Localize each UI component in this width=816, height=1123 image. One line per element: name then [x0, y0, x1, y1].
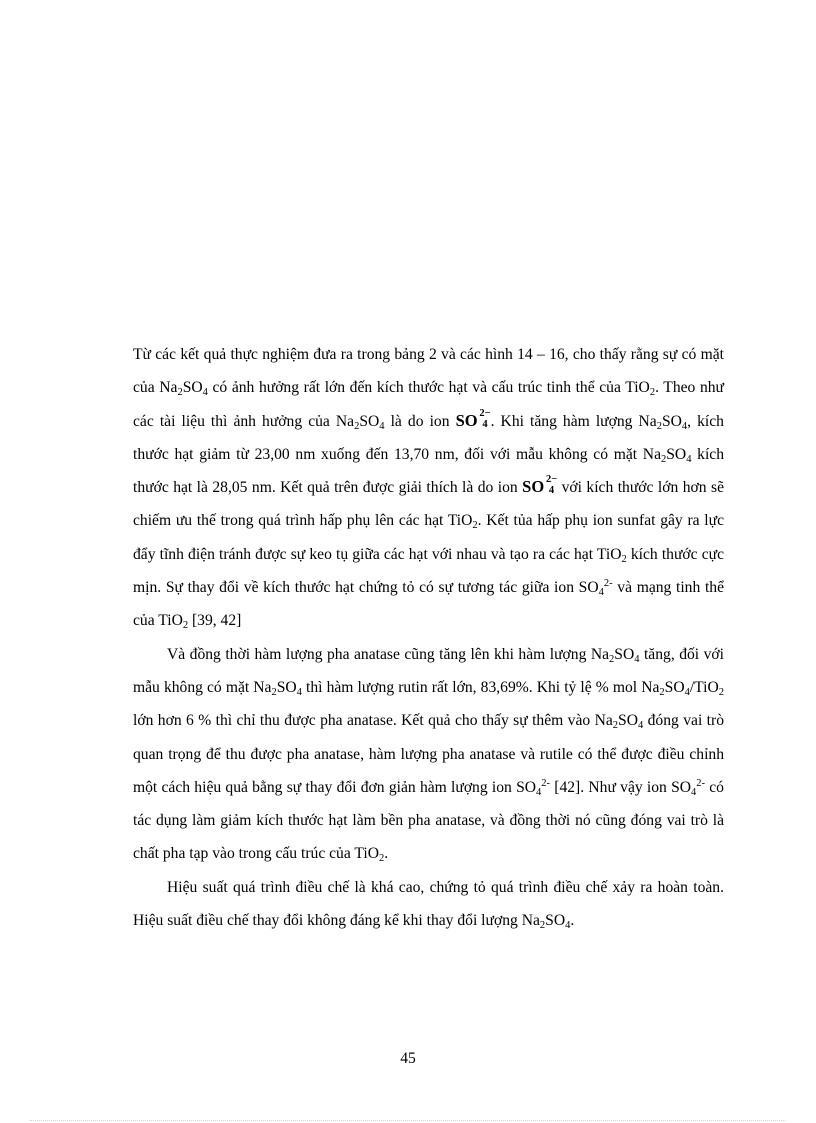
text-run: . [384, 845, 389, 863]
text-run: kích thước hạt là 28,05 nm. Kết quả trên được giải thích là do ion [133, 445, 724, 497]
text-run: Hiệu suất quá trình điều chế là khá cao, chứng tỏ quá trình điều chế xảy ra hoàn toàn. Hiệu suất điều chế thay đổi không đáng kể khi thay đổi lượng Na [133, 878, 724, 930]
subscript: 4 [686, 453, 692, 465]
text-run: và mạng tinh thể của TiO [133, 579, 725, 630]
subscript: 2 [539, 920, 546, 932]
page-bottom-divider [30, 1120, 786, 1121]
subscript: 4 [598, 587, 604, 599]
subscript: 4 [684, 686, 690, 698]
text-run: SO [276, 678, 297, 696]
text-run: . [570, 912, 575, 930]
text-run: SO [618, 712, 638, 730]
ion-base: SO [522, 477, 545, 497]
text-run: /TiO [689, 678, 719, 696]
sulfate-ion-formula [455, 407, 491, 430]
text-run: thì hàm lượng rutin rất lớn, 83,69%. Khi tỷ lệ % mol Na [301, 678, 660, 696]
text-run: với kích thước lớn hơn sẽ chiếm ưu thế trong quá trình hấp phụ lên các hạt TiO [133, 479, 724, 530]
ion-index: 4 [482, 418, 488, 430]
subscript: 2 [718, 686, 724, 698]
paragraph-3 [133, 871, 724, 938]
text-run: lớn hơn 6 % thì chỉ thu được pha anatase. Kết quả cho thấy sự thêm vào Na [133, 712, 613, 730]
text-run: SO [614, 645, 635, 663]
text-run: [39, 42] [188, 612, 242, 630]
text-run: SO [664, 678, 685, 696]
subscript: 2 [649, 387, 656, 399]
text-run: . Theo như các tài liệu thì ảnh hưởng của Na [133, 379, 724, 430]
subscript: 2 [609, 653, 615, 665]
text-run: . Khi tăng hàm lượng Na [490, 412, 657, 430]
text-run: có tác dụng làm giảm kích thước hạt làm bền pha anatase, và đồng thời nó cũng đóng vai trò là chất pha tạp vào trong cấu trúc của TiO [133, 778, 724, 863]
text-run: SO [661, 412, 682, 430]
subscript: 4 [681, 420, 688, 432]
text-run: là do ion [384, 412, 456, 430]
ion-base: SO [455, 410, 478, 430]
subscript: 4 [379, 420, 385, 432]
subscript: 4 [536, 786, 542, 798]
text-run: SO [182, 379, 203, 397]
text-run: đóng vai trò quan trọng để thu được pha anatase, hàm lượng pha anatase và rutile có thể được điều chỉnh một cách hiệu quả bằng sự thay đổi đơn giản hàm lượng ion SO [133, 712, 725, 796]
text-run: SO [359, 412, 380, 430]
text-run: có ảnh hưởng rất lớn đến kích thước hạt và cấu trúc tinh thể của TiO [207, 379, 650, 397]
subscript: 4 [634, 653, 640, 665]
subscript: 4 [296, 686, 302, 698]
subscript: 4 [565, 920, 571, 932]
subscript: 2 [659, 686, 665, 698]
superscript: 2- [603, 578, 613, 590]
subscript: 2 [472, 520, 478, 532]
text-run: . Kết tủa hấp phụ ion sunfat gây ra lực đẩy tĩnh điện tránh được sự keo tụ giữa các hạt với nhau và tạo ra các hạt TiO [133, 512, 724, 563]
sulfate-ion-formula [522, 474, 558, 497]
text-run: , kích thước hạt giảm từ 23,00 nm xuống đến 13,70 nm, đối với mẫu không có mặt Na [133, 412, 724, 463]
subscript: 4 [691, 786, 697, 798]
paragraph-1 [133, 338, 724, 638]
text-run: SO [545, 912, 566, 930]
text-run: tăng, đối với mẫu không có mặt Na [133, 645, 724, 696]
subscript: 4 [202, 387, 208, 399]
page-number: 45 [400, 1050, 416, 1067]
subscript: 2 [182, 620, 189, 632]
subscript: 2 [177, 387, 183, 399]
subscript: 2 [661, 453, 667, 465]
body-text [133, 338, 724, 937]
paragraph-2 [133, 638, 724, 871]
superscript: 2- [541, 777, 551, 789]
subscript: 2 [271, 686, 277, 698]
text-run: [42]. Như vậy ion SO [550, 778, 692, 796]
text-run: Từ các kết quả thực nghiệm đưa ra trong bảng 2 và các hình 14 – 16, cho thấy rằng sự có mặt của Na [133, 346, 724, 397]
text-run: SO [666, 445, 687, 463]
ion-charge: 2− [479, 407, 491, 419]
ion-index: 4 [548, 485, 555, 497]
subscript: 4 [637, 720, 644, 732]
superscript: 2- [696, 777, 706, 789]
subscript: 2 [378, 853, 385, 865]
subscript: 2 [621, 553, 627, 565]
subscript: 2 [354, 420, 360, 432]
subscript: 2 [612, 720, 619, 732]
subscript: 2 [656, 420, 662, 432]
ion-charge: 2− [545, 474, 558, 486]
text-run: kích thước cực mịn. Sự thay đổi về kích thước hạt chứng tỏ có sự tương tác giữa ion SO [133, 545, 724, 597]
text-run: Và đồng thời hàm lượng pha anatase cũng tăng lên khi hàm lượng Na [167, 645, 610, 663]
